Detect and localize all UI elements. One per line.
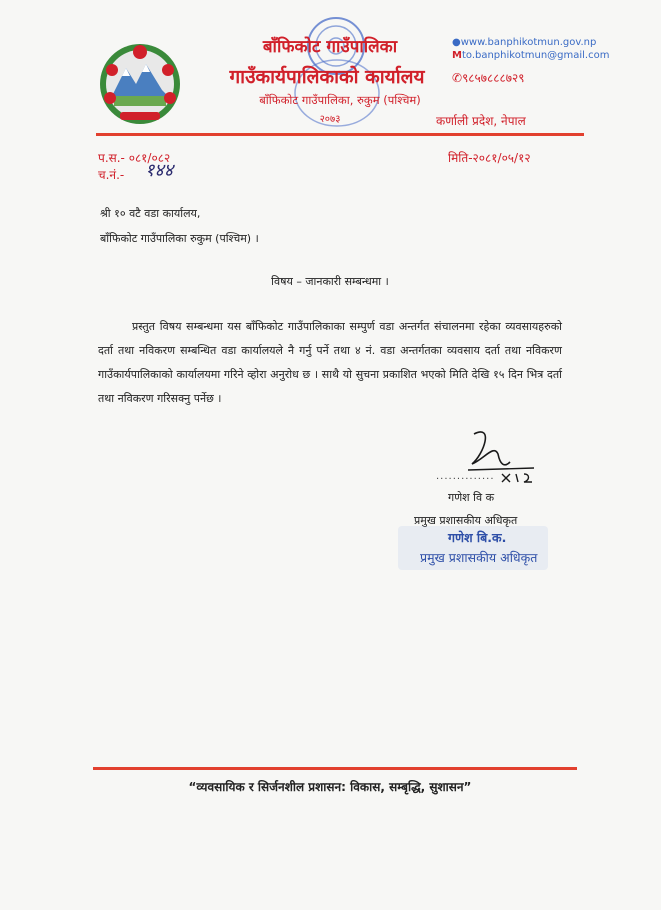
province: कर्णाली प्रदेश, नेपाल bbox=[436, 114, 526, 128]
signature-dotted-line: .............. bbox=[436, 471, 495, 482]
office-location: बाँफिकोट गाउँपालिका, रुकुम (पश्चिम) bbox=[259, 93, 421, 107]
email-link[interactable]: to.banphikotmun@gmail.com bbox=[461, 50, 610, 61]
recipient-line-2: बाँफिकोट गाउँपालिका रुकुम (पश्चिम) । bbox=[100, 232, 259, 245]
signatory-name: गणेश वि क bbox=[448, 491, 495, 504]
fiscal-year-ref: प.स.- ०८१/०८२ bbox=[98, 151, 171, 165]
established-year: २०७३ bbox=[319, 114, 341, 125]
dispatch-label: च.नं.- bbox=[98, 168, 125, 182]
stamp-title: प्रमुख प्रशासकीय अधिकृत bbox=[420, 550, 538, 565]
stamp-name: गणेश बि.क. bbox=[448, 530, 507, 545]
signatory-title: प्रमुख प्रशासकीय अधिकृत bbox=[414, 514, 518, 527]
phone-line bbox=[452, 69, 524, 86]
footer-divider bbox=[93, 767, 577, 770]
website-line bbox=[452, 37, 596, 48]
letter-body: प्रस्तुत विषय सम्बन्धमा यस बाँफिकोट गाउँपालिकाका सम्पुर्ण वडा अन्तर्गत संचालनमा रहेका व्यवसायहरुको दर्ता तथा नविकरण सम्बन्धित वडा कार्यालयले नै गर्नु पर्ने तथा ४ नं. वडा अन्तर्गतका व्यवसाय दर्ता तथा नविकरण गाउँकार्यपालिकाको कार्यालयमा गरिने व्होरा अनुरोध छ । साथै यो सुचना प्रकाशित भएको मिति देखि १५ दिन भित्र दर्ता तथा नविकरण गरिसक्नु पर्नेछ । bbox=[98, 320, 562, 405]
header-divider bbox=[96, 133, 584, 136]
letter-date: मिति-२०८१/०५/१२ bbox=[448, 151, 531, 165]
dispatch-number: १४४ bbox=[145, 160, 174, 181]
phone-icon: ✆ bbox=[452, 71, 463, 85]
globe-icon: ● bbox=[452, 37, 461, 48]
recipient-line-1: श्री १० वटै वडा कार्यालय, bbox=[100, 207, 201, 220]
nepal-emblem-icon bbox=[92, 34, 188, 130]
municipality-name: बाँफिकोट गाउँपालिका bbox=[262, 37, 398, 57]
footer-motto: “व्यवसायिक र सिर्जनशील प्रशासन: विकास, सम्बृद्धि, सुशासन” bbox=[188, 780, 472, 794]
email-line bbox=[452, 50, 609, 61]
office-name: गाउँकार्यपालिकाको कार्यालय bbox=[229, 66, 425, 88]
email-icon: M bbox=[452, 50, 462, 61]
phone-number: ९८५७८८८७२९ bbox=[462, 71, 525, 85]
website-link[interactable]: www.banphikotmun.gov.np bbox=[460, 37, 597, 48]
letter-subject: विषय – जानकारी सम्बन्धमा । bbox=[271, 275, 389, 288]
